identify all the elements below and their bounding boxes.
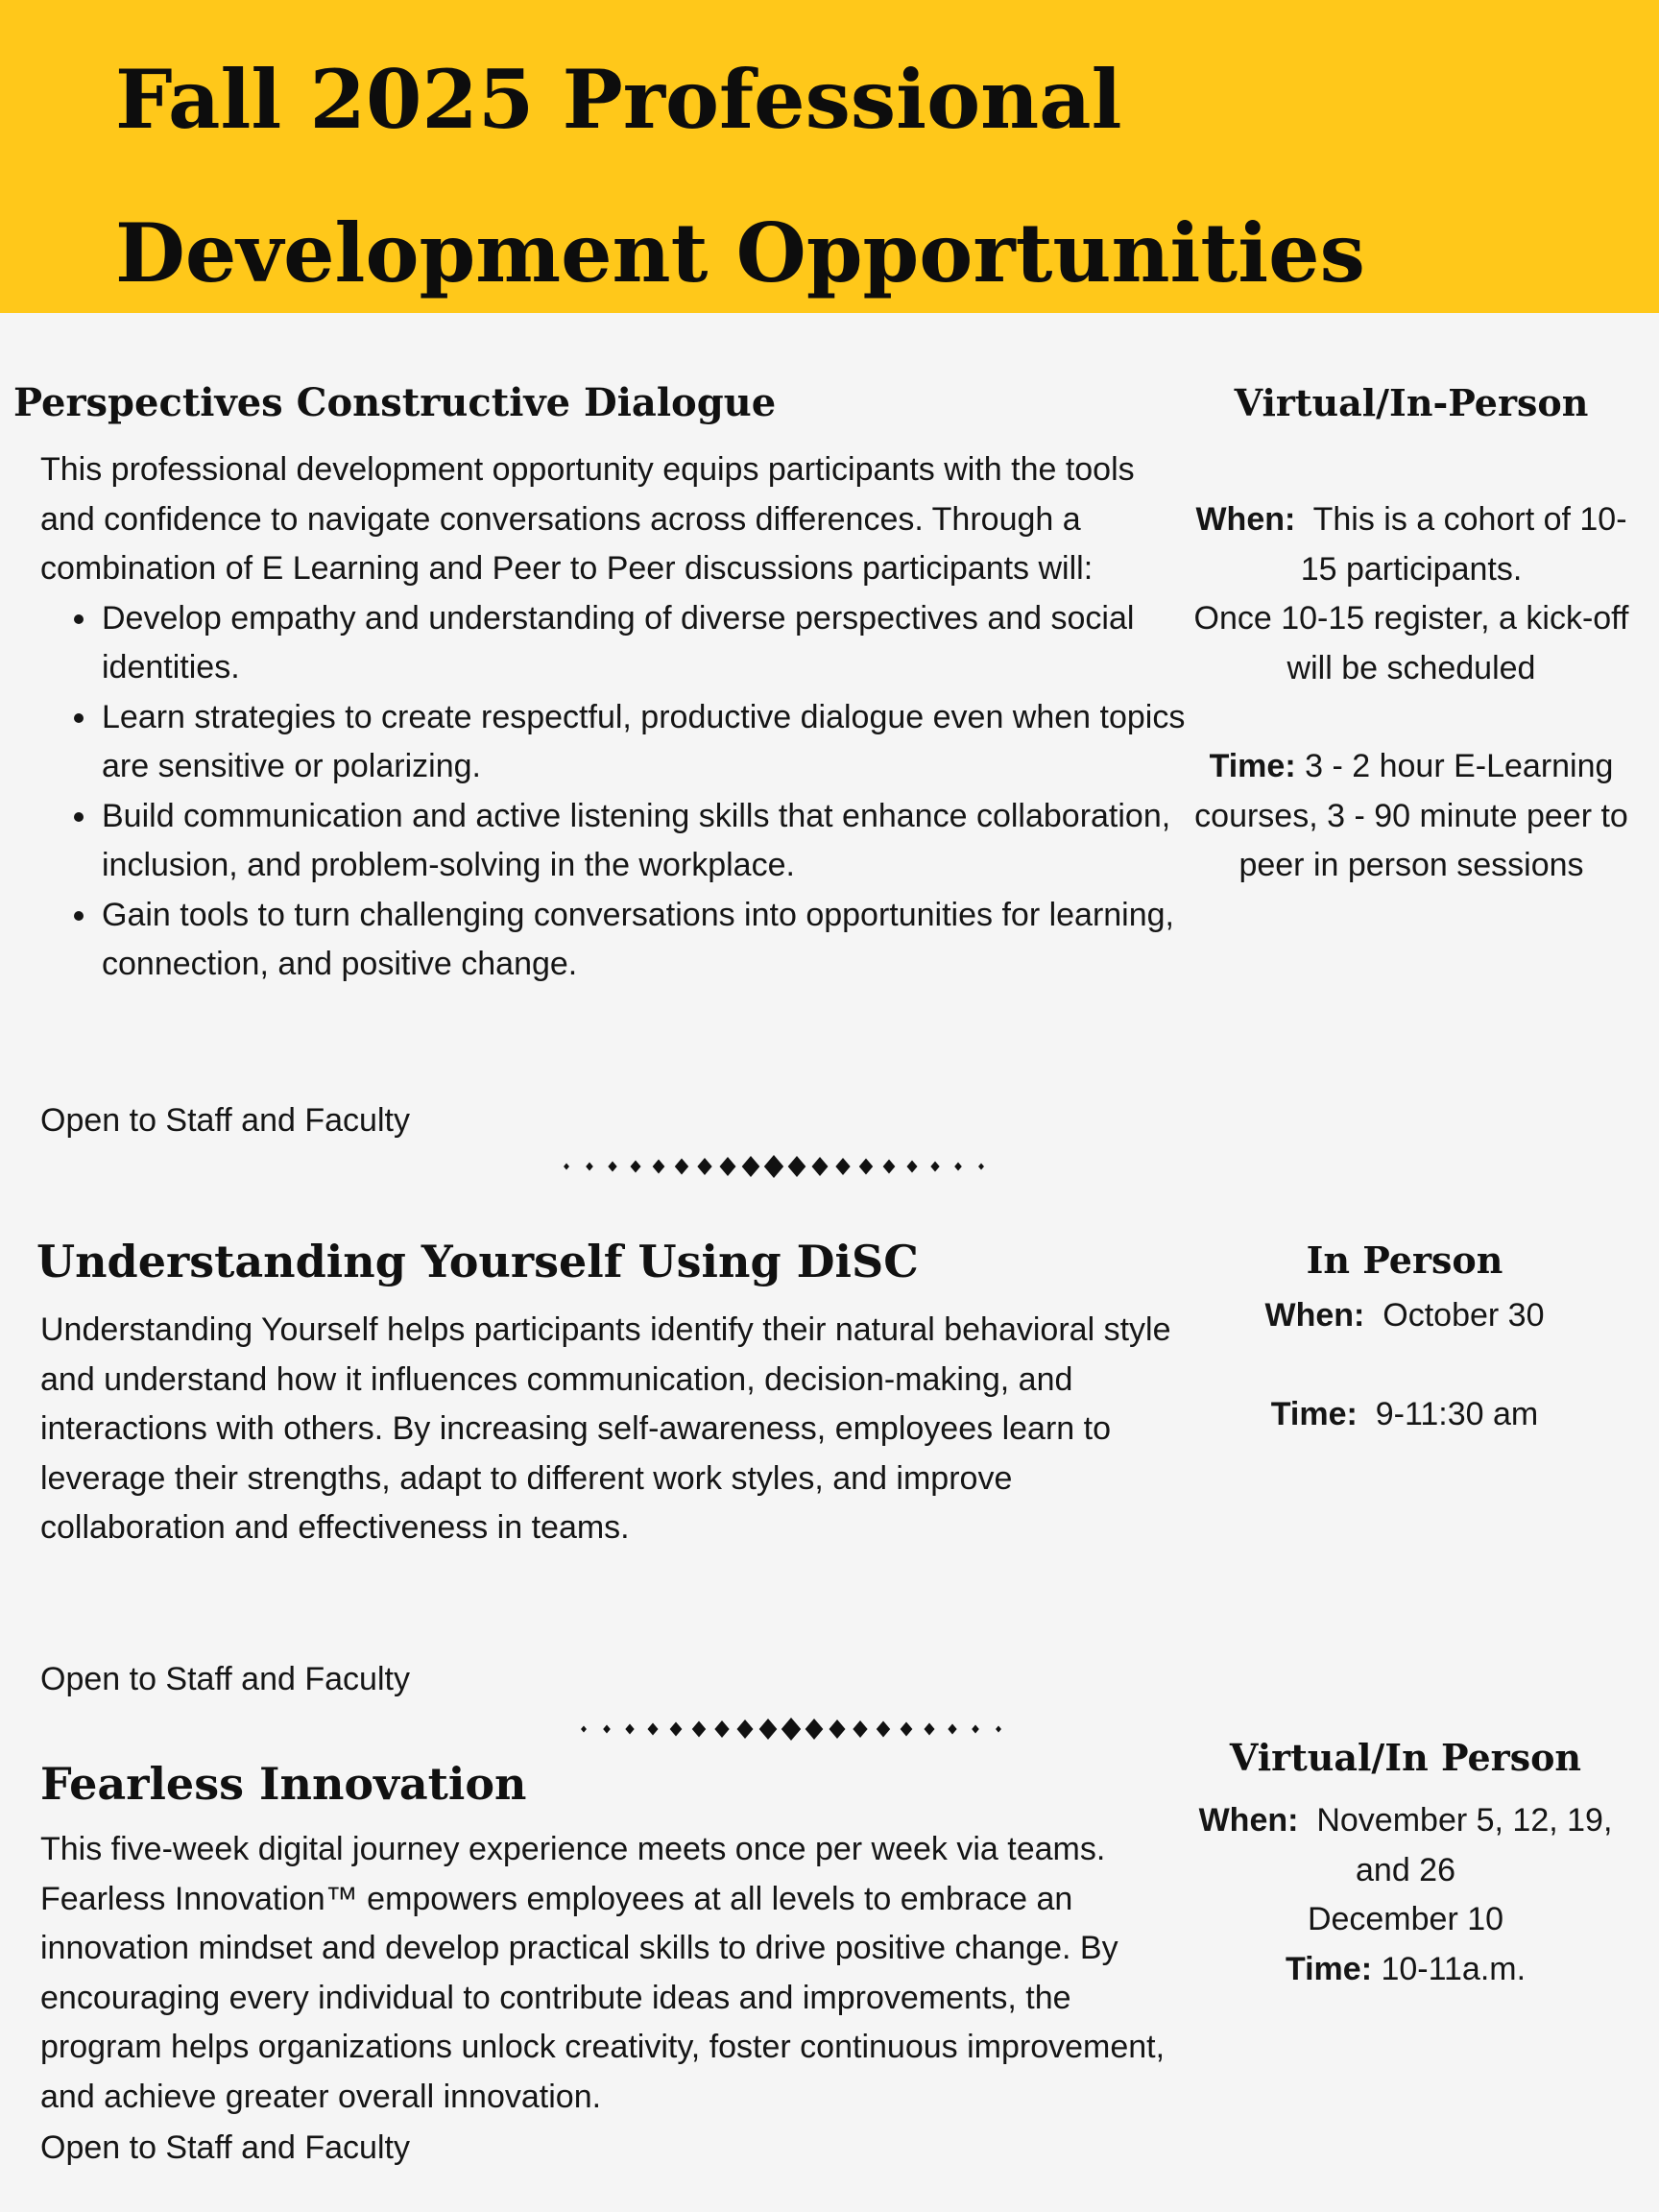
session-details-perspectives [1190, 376, 1632, 891]
time-info [1177, 1945, 1634, 1995]
divider-diamond [924, 1723, 934, 1736]
section-body-perspectives [40, 445, 1192, 990]
divider-diamond [675, 1159, 688, 1175]
divider-diamond [812, 1157, 829, 1176]
divider-diamond [805, 1719, 824, 1740]
divider-diamond [906, 1161, 917, 1173]
when-label: When: [1264, 1297, 1365, 1334]
divider-diamond [954, 1163, 962, 1171]
divider-diamond [647, 1723, 658, 1736]
page-title-line1: Fall 2025 Professional [115, 52, 1122, 147]
divider-diamond [883, 1160, 896, 1174]
divider-diamonds [581, 1718, 1001, 1741]
divider-diamond [692, 1721, 706, 1738]
time-info [1190, 742, 1632, 891]
session-details-disc [1190, 1234, 1619, 1439]
bullet-list [40, 594, 1194, 990]
list-item: • Gain tools to turn challenging conversations into opportunities for learning, connection, and positive change. [100, 891, 1194, 990]
divider-diamond [859, 1159, 873, 1175]
section-description: Understanding Yourself helps participants identify their natural behavioral style and understand how it influences communication, decision-making, and interactions with others. By increasing self-awareness, employees learn to leverage their strengths, adapt to different work styles, and improve collaboration and effectiveness in teams. [40, 1311, 1171, 1546]
when-info [1190, 1291, 1619, 1341]
when-value: October 30 [1382, 1297, 1545, 1334]
when-info [1190, 495, 1632, 594]
when-label: When: [1198, 1802, 1299, 1839]
divider-diamond [714, 1720, 729, 1738]
divider-diamond [764, 1155, 783, 1178]
divider-diamond [978, 1164, 984, 1170]
section-description: This five-week digital journey experience meets once per week via teams. Fearless Innovation™ empowers employees at all levels to embrace an innovation mindset and develop practical skills to drive positive change. By encouraging every individual to contribute ideas and improvements, the program helps organizations unlock creativity, foster continuous improvement, and achieve greater overall innovation. [40, 1831, 1166, 2115]
section-title-perspectives: Perspectives Constructive Dialogue [13, 380, 777, 425]
divider-diamond [603, 1725, 611, 1734]
divider-diamond [564, 1164, 569, 1170]
audience-text: Open to Staff and Faculty [40, 1661, 410, 1697]
section-title-fearless: Fearless Innovation [40, 1758, 527, 1810]
decorative-divider [574, 1715, 1035, 1743]
time-value: 10-11a.m. [1381, 1950, 1527, 1987]
when-label: When: [1195, 501, 1296, 538]
divider-diamond [996, 1726, 1001, 1733]
divider-diamond [697, 1158, 711, 1175]
delivery-mode: Virtual/In Person [1229, 1736, 1582, 1779]
time-label: Time: [1270, 1395, 1358, 1432]
time-label: Time: [1209, 748, 1296, 784]
when-value: This is a cohort of 10-15 participants. [1300, 501, 1627, 588]
divider-diamond [972, 1725, 979, 1734]
divider-diamond [608, 1162, 616, 1172]
delivery-mode: Virtual/In-Person [1234, 381, 1589, 424]
divider-diamond [788, 1156, 806, 1177]
divider-diamond [948, 1724, 956, 1735]
list-item: • Develop empathy and understanding of diverse perspectives and social identities. [100, 594, 1194, 693]
divider-diamond [853, 1720, 867, 1738]
divider-diamond [901, 1722, 913, 1737]
section-intro: This professional development opportunity equips participants with the tools and confidence to navigate conversations across differences. Through a combination of E Learning and Peer to Peer discussions participants will: [40, 451, 1135, 587]
divider-diamond [653, 1160, 665, 1174]
divider-diamond [720, 1157, 736, 1176]
list-item: • Build communication and active listening skills that enhance collaboration, inclusion, and problem-solving in the workplace. [100, 792, 1194, 891]
time-info [1190, 1390, 1619, 1440]
divider-diamond [877, 1721, 890, 1738]
session-details-fearless [1177, 1731, 1634, 1994]
time-value: 9-11:30 am [1375, 1395, 1539, 1432]
divider-diamonds [564, 1155, 984, 1178]
decorative-divider [557, 1152, 1018, 1181]
when-extra: December 10 [1307, 1901, 1504, 1937]
when-info [1177, 1796, 1634, 1895]
divider-diamond [581, 1726, 587, 1733]
divider-diamond [625, 1724, 634, 1735]
section-title-disc: Understanding Yourself Using DiSC [36, 1236, 919, 1287]
divider-diamond [781, 1718, 801, 1741]
divider-diamond [830, 1719, 846, 1739]
divider-diamond [742, 1156, 760, 1177]
divider-diamond [759, 1719, 778, 1740]
divider-diamond [930, 1162, 939, 1172]
delivery-mode: In Person [1306, 1238, 1503, 1282]
divider-diamond [737, 1719, 754, 1739]
list-item: • Learn strategies to create respectful, productive dialogue even when topics are sensitive or polarizing. [100, 693, 1194, 792]
time-label: Time: [1285, 1950, 1373, 1987]
header-banner [0, 0, 1659, 313]
audience-text: Open to Staff and Faculty [40, 1102, 410, 1139]
page-title-line2: Development Opportunities [115, 205, 1365, 301]
time-value: 3 - 2 hour E-Learning courses, 3 - 90 minute peer to peer in person sessions [1194, 748, 1628, 883]
when-note: Once 10-15 register, a kick-off will be scheduled [1193, 600, 1629, 686]
divider-diamond [630, 1161, 640, 1173]
divider-diamond [670, 1722, 683, 1737]
when-value: November 5, 12, 19, and 26 [1316, 1802, 1613, 1888]
audience-text: Open to Staff and Faculty [40, 2129, 410, 2166]
section-body-disc [40, 1306, 1173, 1553]
page-title [115, 23, 1365, 330]
divider-diamond [835, 1158, 850, 1175]
divider-diamond [586, 1163, 593, 1171]
section-body-fearless [40, 1825, 1192, 2122]
